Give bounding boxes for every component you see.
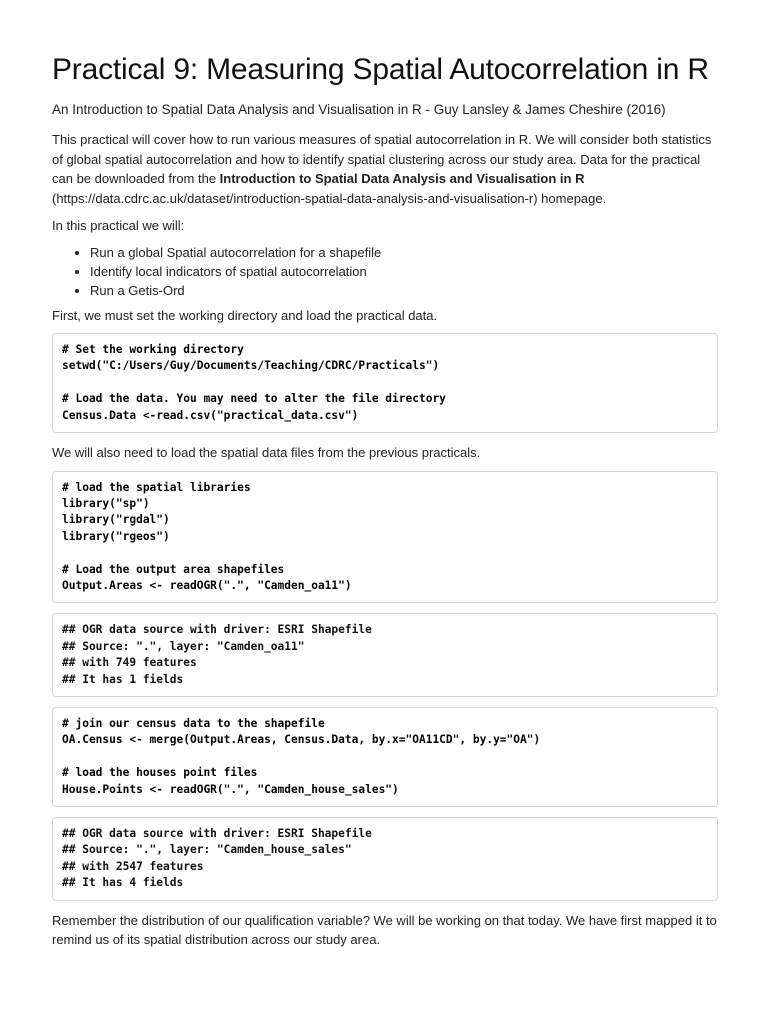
- objectives-list: [52, 243, 718, 300]
- remember-paragraph: Remember the distribution of our qualification variable? We will be working on that today. We have first mapped it to remind us of its spatial distribution across our study area.: [52, 912, 717, 948]
- list-item: • Run a global Spatial autocorrelation for a shapefile: [90, 243, 718, 262]
- document-subtitle: An Introduction to Spatial Data Analysis and Visualisation in R - Guy Lansley & James Cheshire (2016): [52, 102, 666, 117]
- intro-text-2: (https://data.cdrc.ac.uk/dataset/introduction-spatial-data-analysis-and-visualisation-r) homepage.: [52, 190, 607, 206]
- list-item: • Identify local indicators of spatial autocorrelation: [90, 262, 718, 281]
- intro-paragraph: [52, 130, 718, 208]
- list-intro: In this practical we will:: [52, 218, 185, 233]
- spatial-files-paragraph: We will also need to load the spatial data files from the previous practicals.: [52, 445, 481, 461]
- setwd-paragraph: First, we must set the working directory and load the practical data.: [52, 307, 438, 323]
- intro-text-1: This practical will cover how to run various measures of spatial autocorrelation in R. We will consider both statistics of global spatial autocorrelation and how to identify spatial clustering across our study area. Data for the practical can be downloaded from the: [52, 132, 712, 186]
- code-block-libraries: # load the spatial libraries library("sp") library("rgdal") library("rgeos") # Load the output area shapefiles Output.Areas <- readOGR(".", "Camden_oa11"): [52, 471, 718, 604]
- output-block-house-sales: ## OGR data source with driver: ESRI Shapefile ## Source: ".", layer: "Camden_house_sales" ## with 2547 features ## It has 4 fields: [52, 817, 718, 901]
- output-block-oa11: ## OGR data source with driver: ESRI Shapefile ## Source: ".", layer: "Camden_oa11" ## with 749 features ## It has 1 fields: [52, 613, 718, 697]
- page-title: Practical 9: Measuring Spatial Autocorrelation in R: [52, 53, 709, 86]
- list-item: • Run a Getis-Ord: [90, 281, 718, 300]
- intro-bold-title: Introduction to Spatial Data Analysis and Visualisation in R: [219, 171, 585, 186]
- code-block-merge: # join our census data to the shapefile OA.Census <- merge(Output.Areas, Census.Data, by.x="OA11CD", by.y="OA") # load the houses point files House.Points <- readOGR(".", "Camden_house_sales"): [52, 707, 718, 807]
- document-content: [52, 52, 718, 950]
- code-block-setwd: # Set the working directory setwd("C:/Users/Guy/Documents/Teaching/CDRC/Practicals") # Load the data. You may need to alter the file directory Census.Data <-read.csv("practical_data.csv"): [52, 333, 718, 433]
